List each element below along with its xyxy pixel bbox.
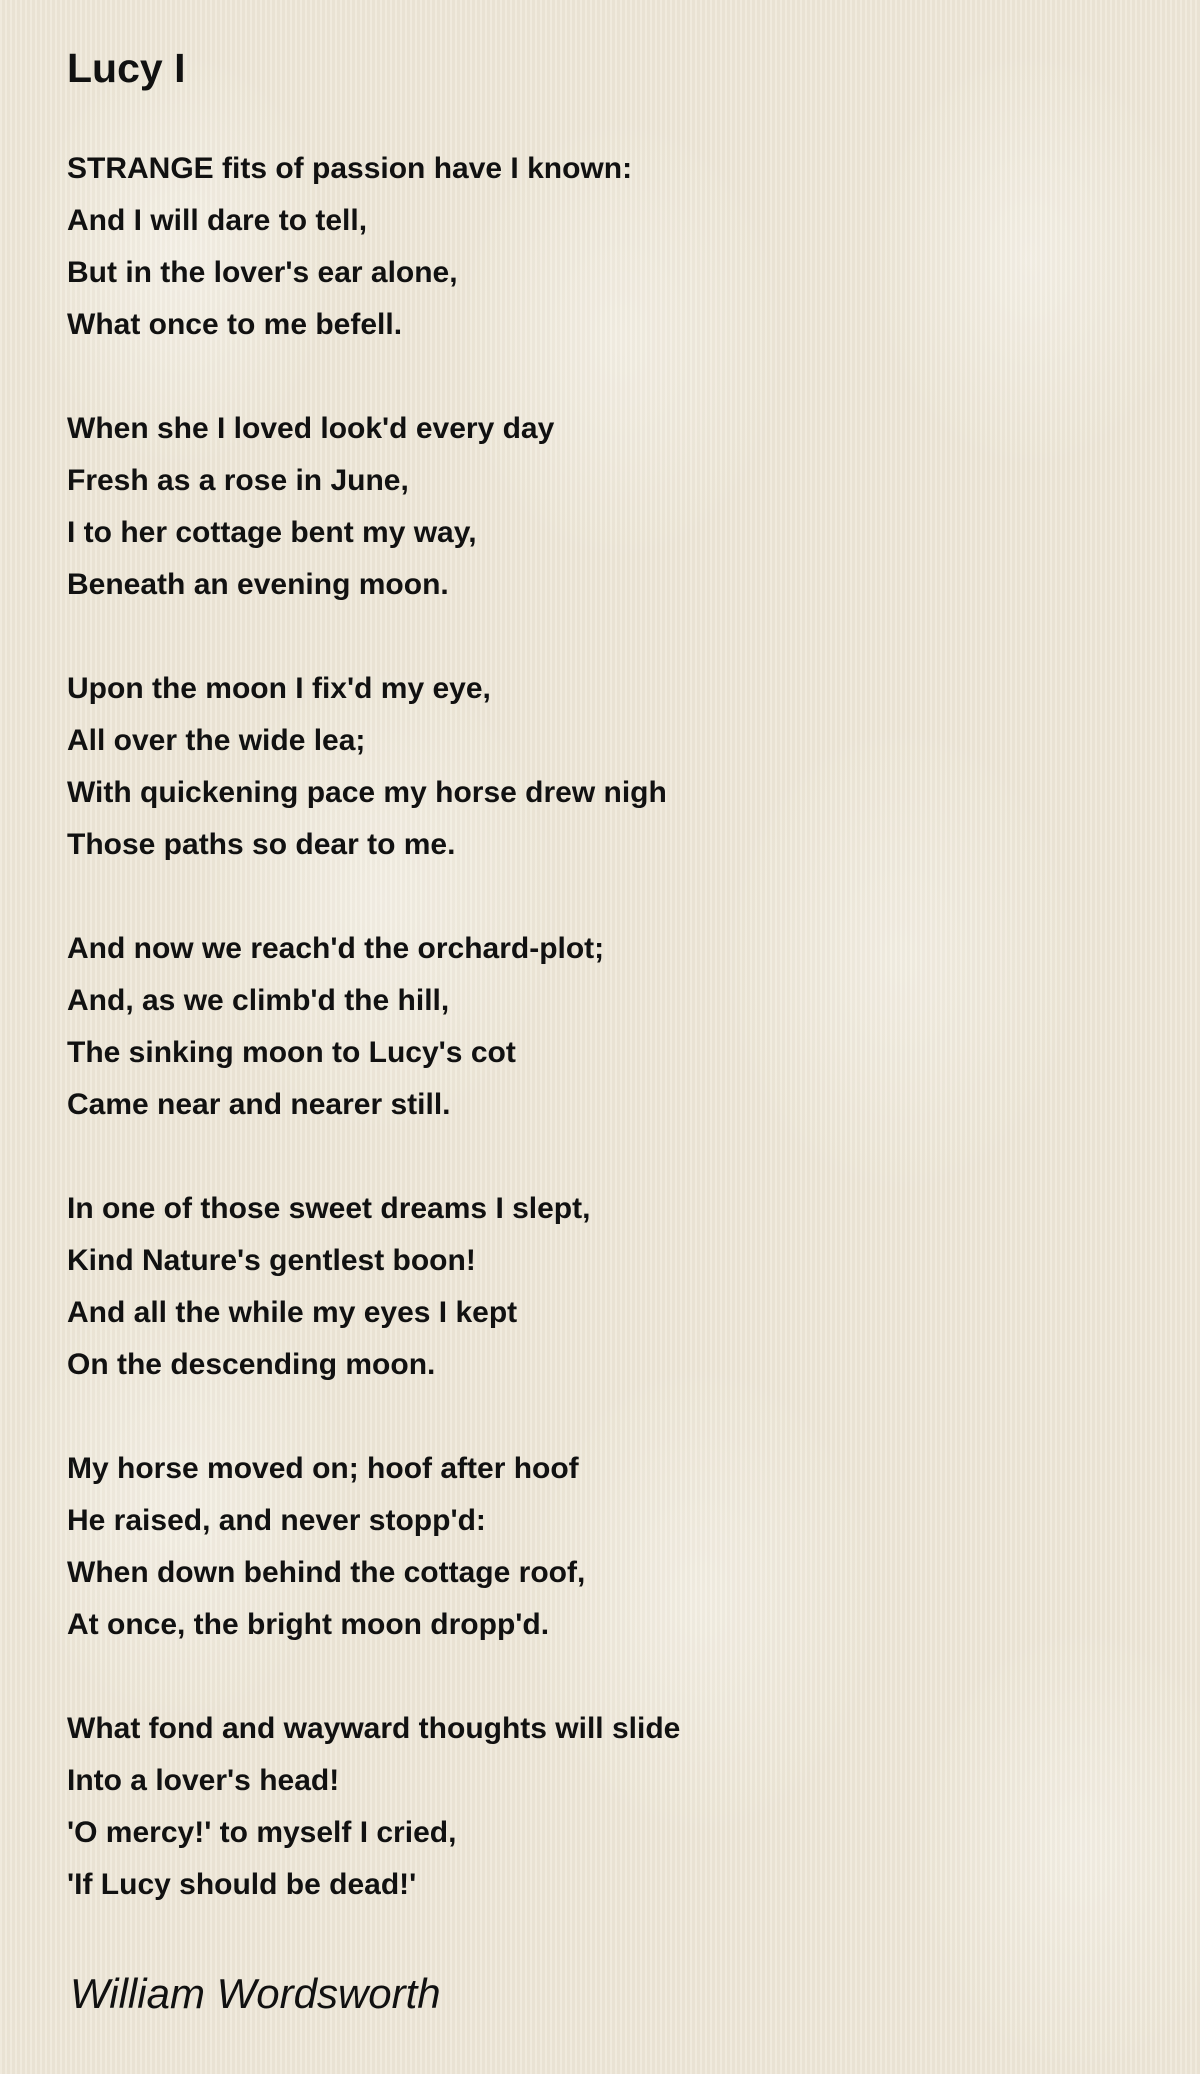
stanza-6 bbox=[67, 1443, 1147, 1651]
poem-line: 'O mercy!' to myself I cried, bbox=[67, 1816, 457, 1850]
poem-line: Fresh as a rose in June, bbox=[67, 464, 409, 498]
poem-container bbox=[67, 40, 1147, 1963]
poem-line: At once, the bright moon dropp'd. bbox=[67, 1608, 550, 1642]
poem-body bbox=[67, 143, 1147, 1911]
poem-line: My horse moved on; hoof after hoof bbox=[67, 1452, 579, 1486]
poem-line: All over the wide lea; bbox=[67, 724, 366, 758]
poem-line: He raised, and never stopp'd: bbox=[67, 1504, 486, 1538]
stanza-5 bbox=[67, 1183, 1147, 1391]
poem-line: Beneath an evening moon. bbox=[67, 568, 449, 602]
stanza-7 bbox=[67, 1703, 1147, 1911]
poem-line: What fond and wayward thoughts will slide bbox=[67, 1712, 681, 1746]
poem-line: But in the lover's ear alone, bbox=[67, 256, 458, 290]
poem-line: Kind Nature's gentlest boon! bbox=[67, 1244, 476, 1278]
poem-line: What once to me befell. bbox=[67, 308, 403, 342]
poem-line: Came near and nearer still. bbox=[67, 1088, 451, 1122]
poem-line: And all the while my eyes I kept bbox=[67, 1296, 518, 1330]
poem-line: When down behind the cottage roof, bbox=[67, 1556, 586, 1590]
poem-line: 'If Lucy should be dead!' bbox=[67, 1868, 417, 1902]
poem-line: And now we reach'd the orchard-plot; bbox=[67, 932, 605, 966]
stanza-2 bbox=[67, 403, 1147, 611]
stanza-3 bbox=[67, 663, 1147, 871]
poem-author: William Wordsworth bbox=[70, 1970, 441, 2017]
poem-line: STRANGE fits of passion have I known: bbox=[67, 152, 633, 186]
poem-line: With quickening pace my horse drew nigh bbox=[67, 776, 667, 810]
poem-line: When she I loved look'd every day bbox=[67, 412, 555, 446]
stanza-4 bbox=[67, 923, 1147, 1131]
poem-line: On the descending moon. bbox=[67, 1348, 436, 1382]
poem-line: In one of those sweet dreams I slept, bbox=[67, 1192, 591, 1226]
poem-line: And I will dare to tell, bbox=[67, 204, 368, 238]
poem-line: The sinking moon to Lucy's cot bbox=[67, 1036, 516, 1070]
poem-line: Upon the moon I fix'd my eye, bbox=[67, 672, 491, 706]
poem-title: Lucy I bbox=[67, 45, 186, 91]
poem-line: And, as we climb'd the hill, bbox=[67, 984, 450, 1018]
poem-line: Into a lover's head! bbox=[67, 1764, 340, 1798]
stanza-1 bbox=[67, 143, 1147, 351]
poem-line: I to her cottage bent my way, bbox=[67, 516, 477, 550]
poem-line: Those paths so dear to me. bbox=[67, 828, 456, 862]
